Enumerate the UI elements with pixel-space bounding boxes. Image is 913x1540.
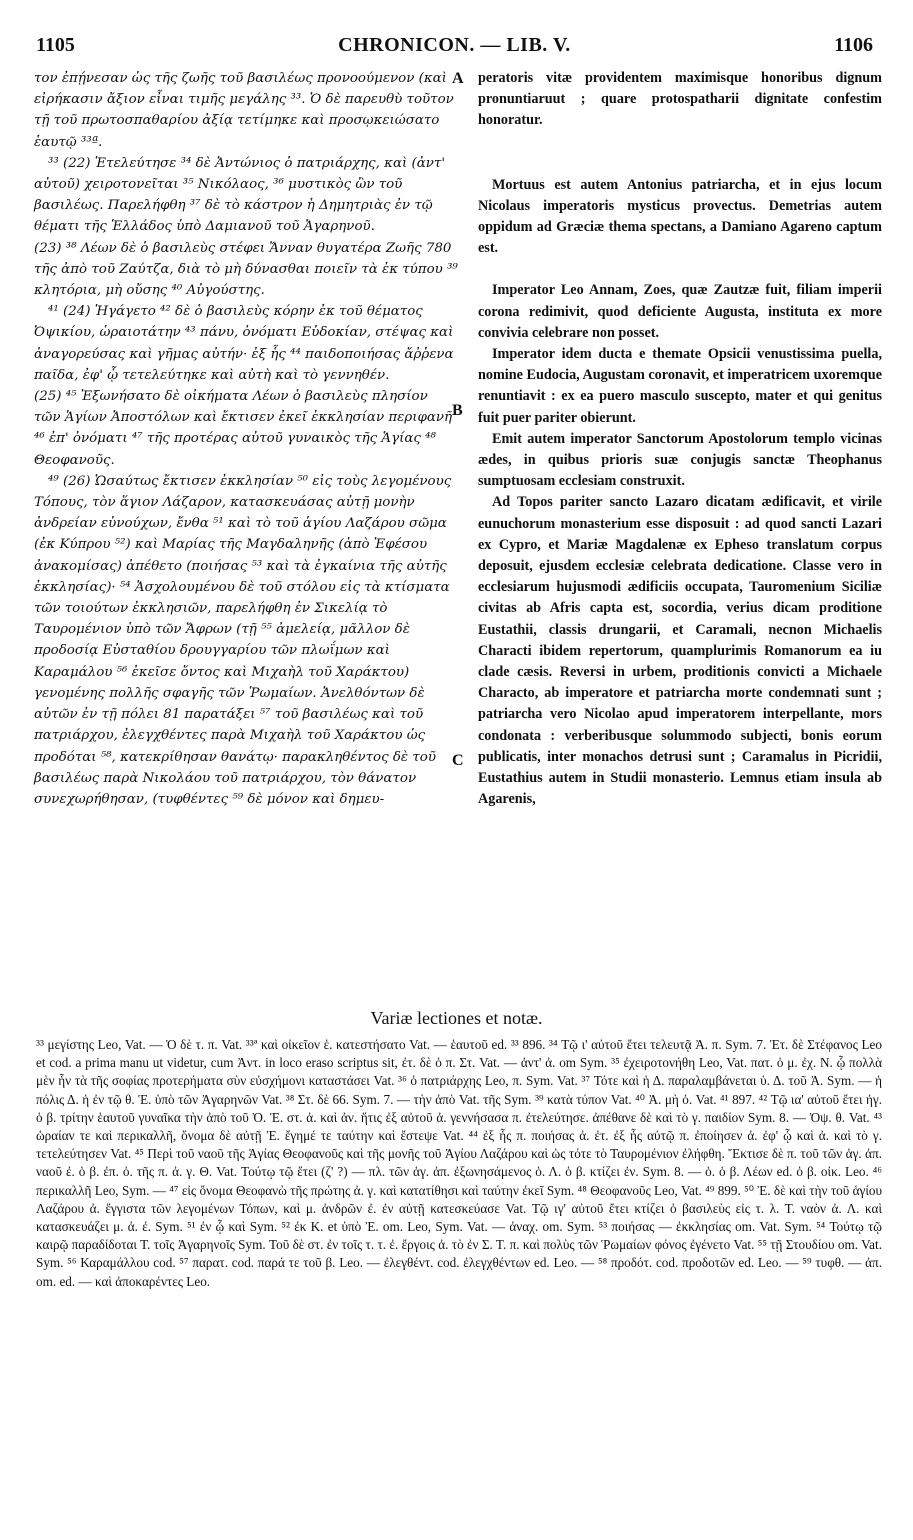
greek-paragraph: τον ἐπῄνεσαν ὡς τῆς ζωῆς τοῦ βασιλέως προνοούμενον (καὶ εἰρήκασιν ἄξιον εἶναι τιμῆς μεγάλης ³³. Ὁ δὲ παρευθὺ τοῦτον τῇ τοῦ πρωτοσπαθαρίου ἀξίᾳ τετίμηκε καὶ προσῳκειώσατο ἑαυτῷ ³³ª. — [34, 71, 454, 150]
latin-paragraph: Imperator idem ducta e themate Opsicii venustissima puella, nomine Eudocia, Augustam coronavit, et imperatricem uxoremque renuntiavit : ex ea puero masculo suscepto, mater et qui genitus fuit puer pariter obierunt. — [478, 346, 882, 426]
critical-apparatus — [36, 1036, 882, 1291]
greek-text-column — [34, 68, 458, 810]
running-title: CHRONICON. — LIB. V. — [338, 34, 571, 56]
greek-paragraph: (25) ⁴⁵ Ἐξωνήσατο δὲ οἰκήματα Λέων ὁ βασιλεὺς πλησίον τῶν Ἁγίων Ἀποστόλων καὶ ἔκτισεν ἐκεῖ ἐκκλησίαν περιφανῆ ⁴⁶ ἐπ' ὀνόματι ⁴⁷ τῆς προτέρας αὐτοῦ γυναικὸς τῆς Ἁγίας ⁴⁸ Θεοφανοῦς. — [34, 389, 453, 468]
running-header — [36, 34, 873, 64]
notes-heading: Variæ lectiones et notæ. — [370, 1008, 543, 1028]
greek-paragraph: ⁴⁹ (26) Ὡσαύτως ἔκτισεν ἐκκλησίαν ⁵⁰ εἰς τοὺς λεγομένους Τόπους, τὸν ἅγιον Λάζαρον, κατασκευάσας αὐτῇ μονὴν ἀνδρείαν εὐνούχων, ἔνθα ⁵¹ καὶ τὸ τοῦ ἁγίου Λαζάρου σῶμα (ἐκ Κύπρου ⁵²) καὶ Μαρίας τῆς Μαγδαληνῆς (ἀπὸ Ἐφέσου ἀνακομίσας) ἀπέθετο (ποιήσας ⁵³ καὶ τὰ ἐγκαίνια τῆς αὐτῆς ἐκκλησίας)· ⁵⁴ Ἀσχολουμένου δὲ τοῦ στόλου εἰς τὰ κτίσματα τῶν τοιούτων ἐκκλησιῶν, παρελήφθη ἐν Σικελίᾳ τὸ Ταυρομένιον ὑπὸ τῶν Ἄφρων (τῇ ⁵⁵ ἀμελείᾳ, μᾶλλον δὲ προδοσίᾳ Εὐσταθίου δρουγγαρίου τῶν πλωΐμων καὶ Καραμάλου ⁵⁶ ἐκεῖσε ὄντος καὶ Μιχαὴλ τοῦ Χαράκτου) γενομένης πολλῆς σφαγῆς τῶν Ῥωμαίων. Ἀνελθόντων δὲ αὐτῶν ἐν τῇ πόλει 81 παρατάξει ⁵⁷ τοῦ βασιλέως καὶ τοῦ πατριάρχου, ἐλεγχθέντες παρὰ Μιχαὴλ τοῦ Χαράκτου ὡς προδόται ⁵⁸, κατεκρίθησαν θανάτῳ· παρακληθέντος δὲ τοῦ βασιλέως παρὰ Νικολάου τοῦ πατριάρχου, τὸν θάνατον συνεχωρήθησαν, (τυφθέντες ⁵⁹ δὲ μόνον καὶ δημευ- — [34, 473, 452, 807]
latin-paragraph: Ad Topos pariter sancto Lazaro dicatam ædificavit, et virile eunuchorum monasterium esse disposuit : ad quod sancti Lazari ex Cypro, et Mariæ Magdalenæ ex Epheso translatum corpus deposuit, ejusdem ecclesiæ celebrata dedicatione. Classe vero in ecclesiarum hujusmodi ædificiis occupata, Tauromenium Siciliæ civitas ab Afris capta est, socordia, verius dicam proditione Eustathii, classis drungarii, et Caramali, necnon Michaelis Characti ibidem repertorum, quamplurimis Romanorum ea iu clade cæsis. Reversi in urbem, proditionis convicti a Michaele Characto, ab imperatore et patriarcha morte condemnati sunt ; patriarcha vero Nicolao apud imperatorem interpellante, mors condonata : verberibusque solummodo subjecti, bonis eorum publicatis, inter monachos detrusi sunt ; Caramalus in Picridii, Eustathius autem in Studii monasterio. Lemnus etiam insula ab Agarenis, — [478, 494, 882, 808]
latin-text-column — [478, 68, 882, 811]
left-page-number: 1105 — [36, 34, 75, 56]
notes-text: ³³ μεγίστης Leo, Vat. — Ὁ δὲ τ. π. Vat. ³³ª καὶ οἰκεῖον ἑ. κατεστήσατο Vat. — ἑαυτοῦ ed. ³³ 896. ³⁴ Τῷ ι' αὐτοῦ ἔτει τελευτᾷ Ἀ. π. Sym. 7. Ἐτ. δὲ Στέφανος Leo et cod. a prima manu ut videtur, cum Ἀντ. in loco eraso scriptus sit, ἐτ. δὲ ὁ π. Στ. Vat. — ἀντ' ἀ. om Sym. ³⁵ ἐχειροτονήθη Leo, Vat. πατ. ὁ μ. ἐχ. Ν. ᾧ πολλὰ μὲν ἦν τὰ τῆς σοφίας προτερήματα σὺν εὐσχήμονι καταστάσει Vat. ³⁶ ὁ πατριάρχης Leo, π. Sym. Vat. ³⁷ Τότε καὶ ἡ Δ. παραλαμβάνεται ὑ. Δ. τοῦ Ἀ. Sym. — ἡ πόλις Δ. ἡ ἐν τῷ θ. Ἑ. ὑπὸ τῶν Ἀγαρηνῶν Vat. ³⁸ Στ. δὲ 66. Sym. 7. — τὴν ἀπὸ Vat. τῆς Sym. ³⁹ κατὰ τύπον Vat. ⁴⁰ Ἀ. μὴ ὁ. Vat. ⁴¹ 897. ⁴² Τῷ ια' αὐτοῦ ἔτει ἠγ. ὁ β. τρίτην ἑαυτοῦ γυναῖκα τὴν ἀπὸ τοῦ Ὀ. Ἐ. στ. ἀ. καὶ ἀν. ἥτις ἐξ αὐτοῦ ἀ. γεννήσασα π. ἐτελεύτησε. ἀπέθανε δὲ καὶ τὸ γ. παιδίον Sym. 8. — Ὀψ. θ. Vat. ⁴³ ὡραίαν τε καὶ περικαλλῆ, ὄνομα δὲ αὐτῇ Ἐ. ἔγημέ τε ταύτην καὶ ἔστεψε Vat. ⁴⁴ ἐξ ἧς π. ποιήσας ἀ. ἐτ. ἐξ ἧς αὐτῷ π. ἐποίησεν ἀ. ἐφ' ᾧ καὶ ἀ. καὶ τὸ γ. τετελεύτησεν Vat. ⁴⁵ Περὶ τοῦ ναοῦ τῆς Ἁγίας Θεοφανοῦς καὶ τῆς μονῆς τοῦ Ἁγίου Λαζάρου καὶ ὡς τότε τὸ Ταυρομένιον ἐλήφθη. Ἔκτισε δὲ π. τοῦ τῶν ἁγ. ἀπ. ναοῦ ἐ. ὁ β. ἐπ. ὀ. τῆς π. ἀ. γ. Θ. Vat. Τούτῳ τῷ ἔτει (ζ' ?) — πλ. τῶν ἁγ. ἀπ. ἐξωνησάμενος ὁ. Λ. ὁ β. κτίζει ἐν. Sym. 8. — ὁ. ὁ β. Λέων ed. ὁ β. οἰκ. Leo. ⁴⁶ περικαλλῆ Leo, Sym. — ⁴⁷ εἰς ὄνομα Θεοφανὼ τῆς πρώτης ἀ. γ. καὶ κατατίθησι καὶ ταύτην ἐκεῖ Sym. ⁴⁸ Θεοφανοῦς Leo, Vat. ⁴⁹ 899. ⁵⁰ Ἐ. δὲ καὶ τὴν τοῦ ἁγίου Λαζάρου ἀ. ἔγγιστα τῶν λεγομένων Τόπων, καὶ μ. ἀνδρῶν ἐ. ἐν αὐτῇ κατεσκεύασε Vat. Τῷ ιγ' αὐτοῦ ἔτει κτίζει ὁ βασιλεὺς εἰς τ. λ. Τ. ναὸν ἀ. Λ. καὶ κατασκευάζει μ. ἀ. ἐ. Sym. ⁵¹ ἐν ᾧ καὶ Sym. ⁵² ἐκ Κ. et ὑπὸ Ἐ. om. Leo, Sym. Vat. — ἀναχ. om. Sym. ⁵³ ποιήσας — ἐκκλησίας om. Vat. Sym. ⁵⁴ Τούτῳ τῷ καιρῷ παραδίδοται Τ. τοῖς Ἀγαρηνοῖς Sym. Τοῦ δὲ στ. ἐν τοῖς τ. τ. ἐ. ἔργοις ἀ. τὸ ἐν Σ. Τ. π. καὶ πολὺς τῶν Ῥωμαίων φόνος ἐγένετο Vat. ⁵⁵ τῇ Στουδίου om. Vat. Sym. ⁵⁶ Καραμάλλου cod. ⁵⁷ παρατ. cod. παρά τε τοῦ β. Leo. — ἐλεγθέντ. cod. ἐλεγχθέντων ed. Leo. — ⁵⁸ προδότ. cod. προδοτῶν ed. Leo. — ⁵⁹ τυφθ. — ἀπ. om. ed. — καὶ ἀποκαρέντες Leo. — [36, 1037, 882, 1289]
margin-letter-c: C — [452, 752, 464, 769]
greek-paragraph: ⁴¹ (24) Ἠγάγετο ⁴² δὲ ὁ βασιλεὺς κόρην ἐκ τοῦ θέματος Ὀψικίου, ὡραιοτάτην ⁴³ πάνυ, ὀνόματι Εὐδοκίαν, στέψας καὶ ἀναγορεύσας καὶ γῆμας αὐτήν· ἐξ ἧς ⁴⁴ παιδοποιήσας ἄῤῥενα παῖδα, ἐφ' ᾧ τετελεύτηκε καὶ αὐτὴ καὶ τὸ γεννηθέν. — [34, 304, 454, 383]
margin-letter-b: B — [452, 402, 463, 419]
margin-letter-a: A — [452, 70, 464, 87]
latin-paragraph: Imperator Leo Annam, Zoes, quæ Zautzæ fuit, filiam imperii corona redimivit, quod deficiente Augusta, instituta ex more convivia celebrare non posset. — [478, 282, 882, 341]
latin-paragraph: Mortuus est autem Antonius patriarcha, et in ejus locum Nicolaus imperatoris mysticus provectus. Demetrias autem oppidum ad Græciæ thema spectans, a Damiano Agareno captum est. — [478, 176, 882, 257]
latin-paragraph: peratoris vitæ providentem maximisque honoribus dignum pronuntiaruut ; quare protospatharii dignitate confestim honoratur. — [478, 70, 882, 129]
greek-paragraph: (23) ³⁸ Λέων δὲ ὁ βασιλεὺς στέφει Ἄνναν θυγατέρα Ζωῆς 780 τῆς ἀπὸ τοῦ Ζαύτζα, διὰ τὸ μὴ δύνασθαι ποιεῖν τὰ ἐκ τύπου ³⁹ κλητόρια, μὴ οὔσης ⁴⁰ Αὐγούστης. — [34, 240, 458, 299]
greek-paragraph: ³³ (22) Ἐτελεύτησε ³⁴ δὲ Ἀντώνιος ὁ πατριάρχης, καὶ (ἀντ' αὐτοῦ) χειροτονεῖται ³⁵ Νικόλαος, ³⁶ μυστικὸς ὢν τοῦ βασιλέως. Παρελήφθη ³⁷ δὲ τὸ κάστρον ἡ Δημητριὰς ἐν τῷ θέματι τῆς Ἑλλάδος ὑπὸ Δαμιανοῦ τοῦ Ἀγαρηνοῦ. — [34, 155, 446, 235]
right-page-number: 1106 — [834, 34, 873, 56]
latin-paragraph: Emit autem imperator Sanctorum Apostolorum templo vicinas ædes, in quibus prioris suæ conjugis sanctæ Theophanus sumptuosam ecclesiam construxit. — [478, 430, 882, 490]
